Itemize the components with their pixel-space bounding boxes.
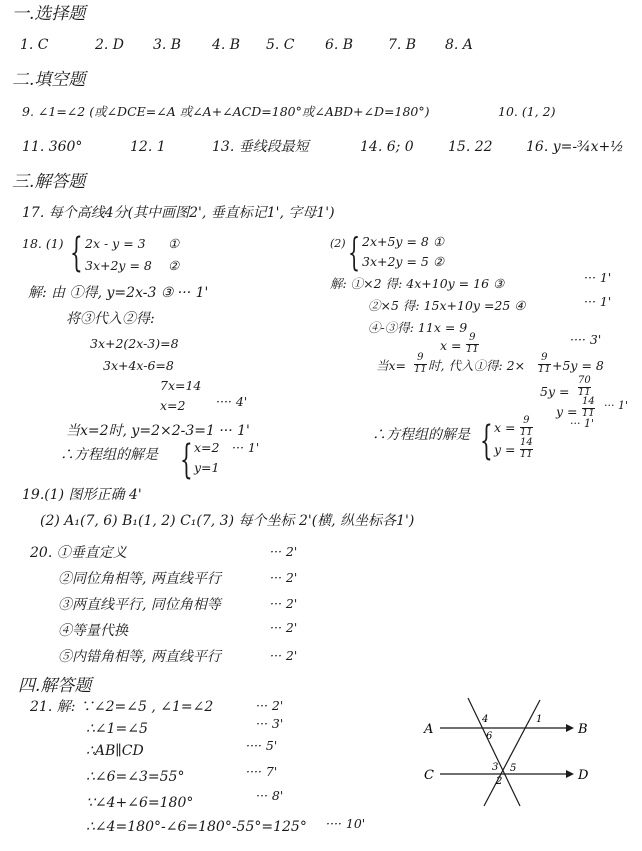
label-a: A <box>424 722 434 737</box>
angle-5-label: 5 <box>510 763 517 774</box>
angle-6-label: 6 <box>486 731 493 742</box>
answer-19-2: (2) A₁(7, 6) B₁(1, 2) C₁(7, 3) 每个坐标 2'(横, 纵坐标各1') <box>40 513 415 529</box>
q21-line-5: ∵∠4+∠6=180° <box>86 795 194 811</box>
q18-2-eq1: 2x+5y = 8 ① <box>362 234 445 249</box>
answer-14: 14. 6; 0 <box>360 139 414 155</box>
q21-line-4-score: ···· 7' <box>246 764 278 779</box>
q18-1-step6-score: ···· 4' <box>216 394 248 409</box>
q18-1-step6: x=2 <box>160 398 186 413</box>
angle-1-label: 1 <box>536 714 543 725</box>
q21-line-6-score: ···· 10' <box>326 816 366 831</box>
fraction: 9 11 <box>466 332 479 355</box>
q18-2-step5-c: +5y = 8 <box>552 358 604 373</box>
section4-title: 四.解答题 <box>18 676 92 696</box>
q18-2-label: (2) <box>330 237 346 250</box>
label-b: B <box>578 722 588 737</box>
answer-13: 13. 垂线段最短 <box>212 139 309 155</box>
answer-11: 11. 360° <box>22 139 83 155</box>
q18-2-sol-y: y = <box>494 442 516 457</box>
q20-line-3-score: ··· 2' <box>270 596 298 611</box>
q20-line-4: ④等量代换 <box>58 623 128 639</box>
label-c: C <box>424 768 434 783</box>
answer-6: 6. B <box>325 37 354 53</box>
fraction: 70 11 <box>578 375 591 398</box>
answer-7: 7. B <box>388 37 417 53</box>
q18-2-step4-lhs: x = <box>440 338 462 353</box>
q20-line-5-score: ··· 2' <box>270 648 298 663</box>
q21-line-6: ∴∠4=180°-∠6=180°-55°=125° <box>86 819 307 835</box>
q18-2-step7-lhs: y = <box>556 404 578 419</box>
q20-line-5: ⑤内错角相等, 两直线平行 <box>58 649 221 665</box>
q18-2-step4-score: ···· 3' <box>570 332 602 347</box>
section2-title: 二.填空题 <box>12 70 86 90</box>
system-brace: { <box>348 230 361 274</box>
answer-2: 2. D <box>95 37 125 53</box>
fraction: 9 11 <box>414 352 427 375</box>
answer-17: 17. 每个高线4分(其中画图2', 垂直标记1', 字母1') <box>22 205 335 221</box>
q18-1-step1: 解: 由 ①得, y=2x-3 ③ ··· 1' <box>28 285 209 301</box>
answer-19-1: 19.(1) 图形正确 4' <box>22 487 142 503</box>
q18-1-eq1: 2x - y = 3 <box>85 236 146 251</box>
q18-2-step1: 解: ①×2 得: 4x+10y = 16 ③ <box>330 276 505 291</box>
q18-1-eq1-tag: ① <box>168 236 180 251</box>
answer-4: 4. B <box>212 37 241 53</box>
q18-1-label: 18. (1) <box>22 236 64 251</box>
q18-2-step1-score: ··· 1' <box>584 270 612 285</box>
fraction: 9 11 <box>520 415 533 438</box>
answer-3: 3. B <box>153 37 182 53</box>
q18-1-step2: 将③代入②得: <box>66 311 155 327</box>
q18-2-step2: ②×5 得: 15x+10y =25 ④ <box>368 298 526 313</box>
q18-1-eq2: 3x+2y = 8 <box>85 258 152 273</box>
q20-line-4-score: ··· 2' <box>270 620 298 635</box>
q18-2-step6-lhs: 5y = <box>540 384 570 399</box>
q20-line-2: ②同位角相等, 两直线平行 <box>58 571 221 587</box>
solution-brace: { <box>180 437 193 483</box>
q21-line-1: 21. 解: ∵∠2=∠5 , ∠1=∠2 <box>30 699 214 715</box>
answer-1: 1. C <box>20 37 49 53</box>
section1-title: 一.选择题 <box>12 4 86 24</box>
q21-line-3-score: ···· 5' <box>246 738 278 753</box>
q18-1-sol-y: y=1 <box>194 460 220 475</box>
q18-2-sol-score: ··· 1' <box>570 417 595 430</box>
system-brace: { <box>70 230 83 276</box>
answer-10: 10. (1, 2) <box>498 104 556 119</box>
answer-9: 9. ∠1=∠2 (或∠DCE=∠A 或∠A+∠ACD=180°或∠ABD+∠D=180°) <box>22 104 430 119</box>
q18-1-eq2-tag: ② <box>168 258 180 273</box>
solution-brace: { <box>480 418 493 464</box>
q18-2-sol-x: x = <box>494 420 516 435</box>
q18-2-conclusion: ∴方程组的解是 <box>372 427 470 443</box>
q18-2-step7-score: ··· 1' <box>604 399 629 412</box>
answer-8: 8. A <box>445 37 473 53</box>
q18-2-step3: ④-③得: 11x = 9 <box>368 320 468 335</box>
q18-2-step5-b: 时, 代入①得: 2× <box>428 358 526 373</box>
q18-1-sol-score: ··· 1' <box>232 440 260 455</box>
q20-line-2-score: ··· 2' <box>270 570 298 585</box>
answer-16: 16. y=-¾x+½ <box>526 139 624 155</box>
q18-1-step4: 3x+4x-6=8 <box>103 358 174 373</box>
angle-3-label: 3 <box>492 762 499 773</box>
arrow-d <box>566 770 574 778</box>
angle-4-label: 4 <box>482 714 489 725</box>
q18-1-step5: 7x=14 <box>160 378 202 393</box>
answer-12: 12. 1 <box>130 139 166 155</box>
answer-5: 5. C <box>266 37 295 53</box>
q21-line-3: ∴AB∥CD <box>86 743 144 759</box>
q18-1-sol-x: x=2 <box>194 440 220 455</box>
q20-line-1-score: ··· 2' <box>270 544 298 559</box>
q21-line-5-score: ··· 8' <box>256 788 284 803</box>
q18-2-eq2: 3x+2y = 5 ② <box>362 254 445 269</box>
q21-line-1-score: ··· 2' <box>256 698 284 713</box>
label-d: D <box>578 768 589 783</box>
fraction: 9 11 <box>538 352 551 375</box>
angle-2-label: 2 <box>496 776 503 787</box>
q21-line-2-score: ··· 3' <box>256 716 284 731</box>
answer-15: 15. 22 <box>448 139 493 155</box>
fraction: 14 11 <box>520 437 533 460</box>
fraction: 14 11 <box>582 396 595 419</box>
q18-2-step2-score: ··· 1' <box>584 294 612 309</box>
q21-line-2: ∴∠1=∠5 <box>86 721 148 737</box>
q18-2-step5-a: 当x= <box>376 358 407 373</box>
q18-1-step7: 当x=2时, y=2×2-3=1 ··· 1' <box>66 423 250 439</box>
q21-line-4: ∴∠6=∠3=55° <box>86 769 185 785</box>
q20-line-3: ③两直线平行, 同位角相等 <box>58 597 221 613</box>
section3-title: 三.解答题 <box>12 172 86 192</box>
q18-1-conclusion: ∴方程组的解是 <box>60 447 158 463</box>
parallel-lines-figure <box>418 694 608 814</box>
q20-line-1: 20. ①垂直定义 <box>30 545 127 561</box>
q18-1-step3: 3x+2(2x-3)=8 <box>90 336 179 351</box>
arrow-b <box>566 724 574 732</box>
